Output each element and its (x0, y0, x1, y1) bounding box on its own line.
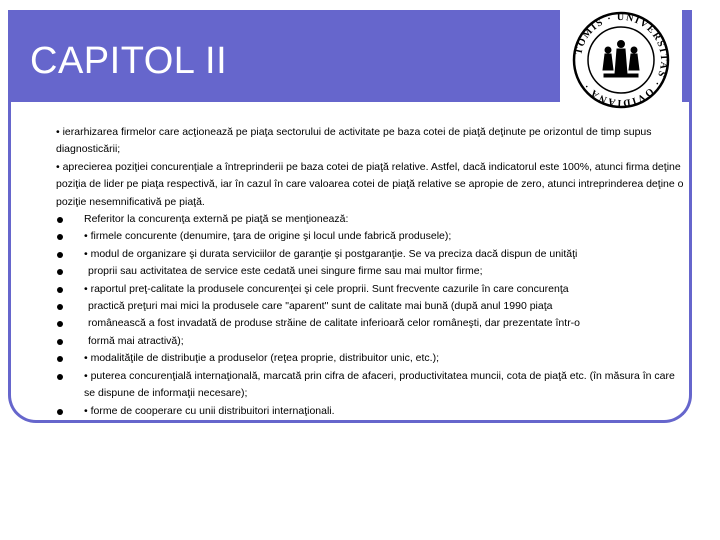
list-item (56, 211, 688, 228)
bullet-icon (57, 304, 63, 310)
list-item-text: practică preţuri mai mici la produsele care "aparent" sunt de calitate mai bună (după anul 1990 piaţa (88, 300, 553, 313)
bullet-icon (57, 374, 63, 380)
bullet-icon (57, 409, 63, 415)
list-item (56, 228, 688, 245)
list-item (56, 403, 688, 420)
list-item-text: proprii sau activitatea de service este cedată unei singure firme sau mai multor firme; (88, 265, 483, 278)
seal-icon (560, 8, 682, 112)
slide-content (56, 124, 688, 420)
paragraph-competitive-position: • aprecierea poziţiei concurenţiale a întreprinderii pe baza cotei de piaţă relative. Astfel, dacă indicatorul este 100%, atunci firma deţine poziţia de lider pe piaţa respectivă, iar în cazul în care valoarea cotei de piaţă relative se apropie de zero, atunci intreprinderea deţine o poziţie nesemnificativă pe piaţă. (56, 160, 684, 208)
list-item (56, 350, 688, 367)
bullet-icon (57, 287, 63, 293)
list-item (56, 315, 688, 332)
list-item (56, 368, 688, 403)
list-item-text: • forme de cooperare cu unii distribuitori internaţionali. (84, 404, 335, 417)
paragraph-market-ranking: • ierarhizarea firmelor care acţionează pe piaţa sectorului de activitate pe baza cotei de piaţă deţinute pe orizontul de timp supus diagnosticării; (56, 126, 652, 156)
bullet-icon (57, 252, 63, 258)
bullet-icon (57, 356, 63, 362)
list-item (56, 263, 688, 280)
bullet-icon (57, 234, 63, 240)
svg-text:TOMIS · UNIVERSITAS · OVIDIANA: TOMIS · UNIVERSITAS · OVIDIANA · (573, 11, 670, 109)
list-item-text: • raportul preţ-calitate la produsele concurenţei şi cele proprii. Sunt frecvente cazurile în care concurenţa (84, 282, 569, 295)
bullet-icon (57, 269, 63, 275)
list-item-text: • puterea concurenţială internaţională, marcată prin cifra de afaceri, productivitatea muncii, cota de piaţă etc. (în măsura în care se dispune de informaţii necesare); (84, 369, 675, 400)
bullet-icon (57, 321, 63, 327)
list-item (56, 281, 688, 298)
list-item (56, 333, 688, 350)
list-item-text: • modalităţile de distribuţie a produselor (reţea proprie, distribuitor unic, etc.); (84, 352, 440, 365)
slide-title: CAPITOL II (30, 40, 228, 82)
bullet-icon (57, 217, 63, 223)
list-item (56, 246, 688, 263)
list-item-text: • firmele concurente (denumire, ţara de origine şi locul unde fabrică produsele); (84, 230, 452, 243)
list-item-text: Referitor la concurenţa externă pe piaţă se menţionează: (84, 213, 349, 226)
list-item (56, 298, 688, 315)
bullet-icon (57, 339, 63, 345)
list-item-text: • modul de organizare şi durata serviciilor de garanţie şi postgaranţie. Se va preciza dacă dispun de unităţi (84, 247, 578, 260)
list-item-text: formă mai atractivă); (88, 334, 184, 347)
list-item-text: românească a fost invadată de produse străine de calitate inferioară celor româneşti, dar prezentate într-o (88, 317, 581, 330)
university-seal-logo (560, 8, 682, 112)
